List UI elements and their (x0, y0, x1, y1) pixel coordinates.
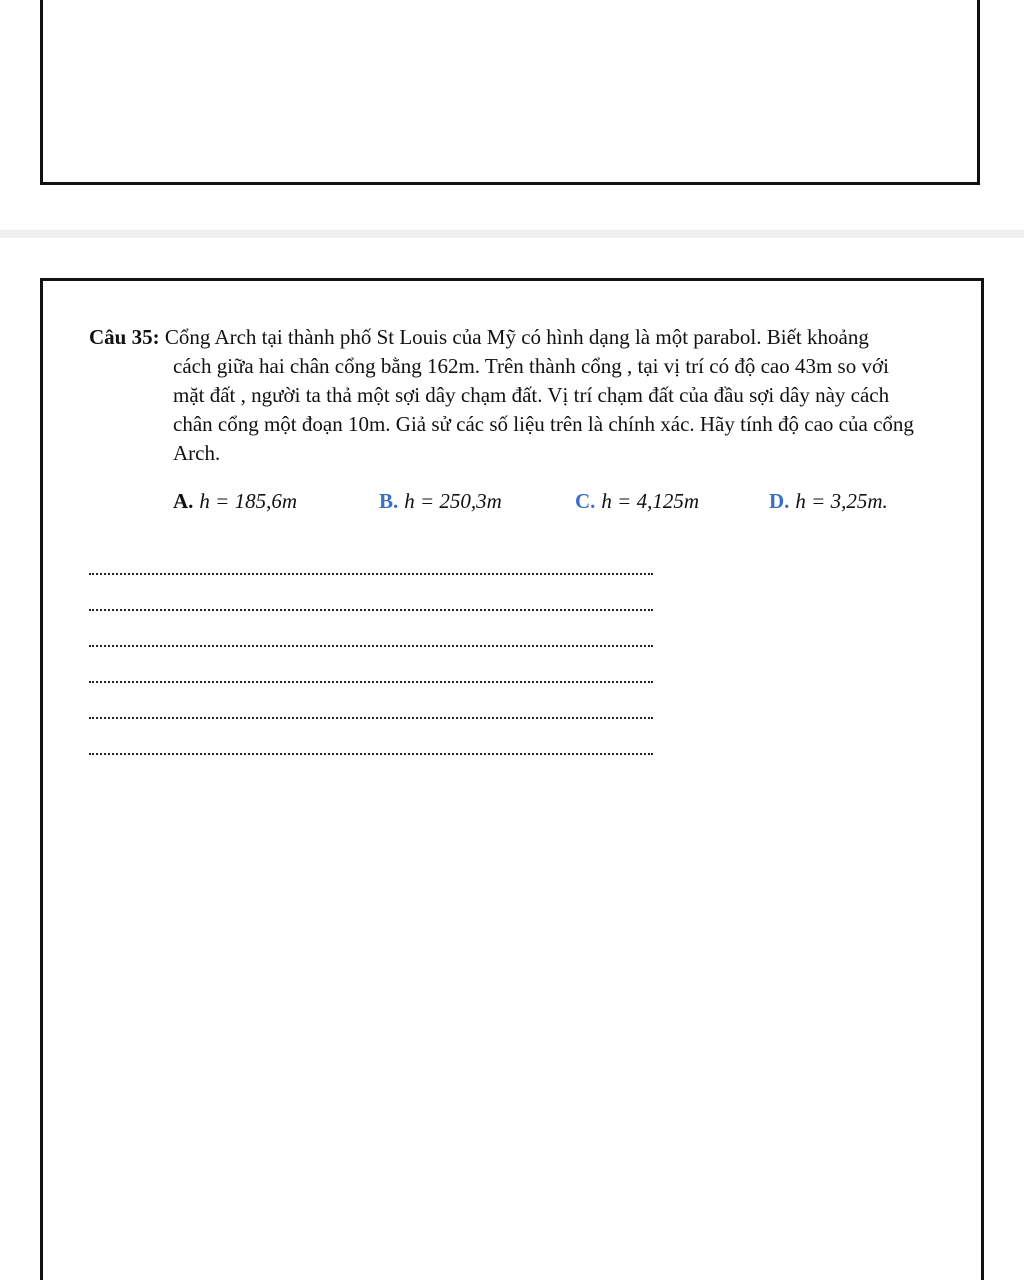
answer-letter-d: D. (769, 489, 790, 513)
answer-letter-c: C. (575, 489, 596, 513)
question-line-5: Arch. (173, 441, 221, 465)
answer-option-d (769, 489, 888, 514)
dotted-line (89, 719, 653, 755)
question-page (40, 278, 984, 1280)
question-line-1: Câu 35: Cổng Arch tại thành phố St Louis của Mỹ có hình dạng là một parabol. Biết khoảng (89, 325, 869, 349)
dotted-line (89, 683, 653, 719)
question-label: Câu 35: (89, 325, 160, 349)
answer-options (173, 489, 953, 519)
answer-letter-b: B. (379, 489, 399, 513)
question-block (89, 323, 969, 468)
question-line-2: cách giữa hai chân cổng bằng 162m. Trên thành cổng , tại vị trí có độ cao 43m so với (173, 354, 889, 378)
answer-letter-a: A. (173, 489, 194, 513)
dotted-line (89, 611, 653, 647)
dotted-line (89, 539, 653, 575)
answer-value-c: h = 4,125m (601, 489, 700, 513)
dotted-line (89, 575, 653, 611)
previous-page-box (40, 0, 980, 185)
answer-option-c (575, 489, 699, 514)
answer-writing-lines (89, 539, 653, 755)
answer-value-b: h = 250,3m (404, 489, 502, 513)
dotted-line (89, 647, 653, 683)
answer-value-a: h = 185,6m (199, 489, 298, 513)
question-line-3: mặt đất , người ta thả một sợi dây chạm đất. Vị trí chạm đất của đầu sợi dây này cách (173, 383, 890, 407)
answer-option-a (173, 489, 297, 514)
answer-option-b (379, 489, 502, 514)
answer-value-d: h = 3,25m. (795, 489, 888, 513)
page-gutter (0, 230, 1024, 238)
question-line-4: chân cổng một đoạn 10m. Giả sử các số liệu trên là chính xác. Hãy tính độ cao của cổng (173, 412, 914, 436)
